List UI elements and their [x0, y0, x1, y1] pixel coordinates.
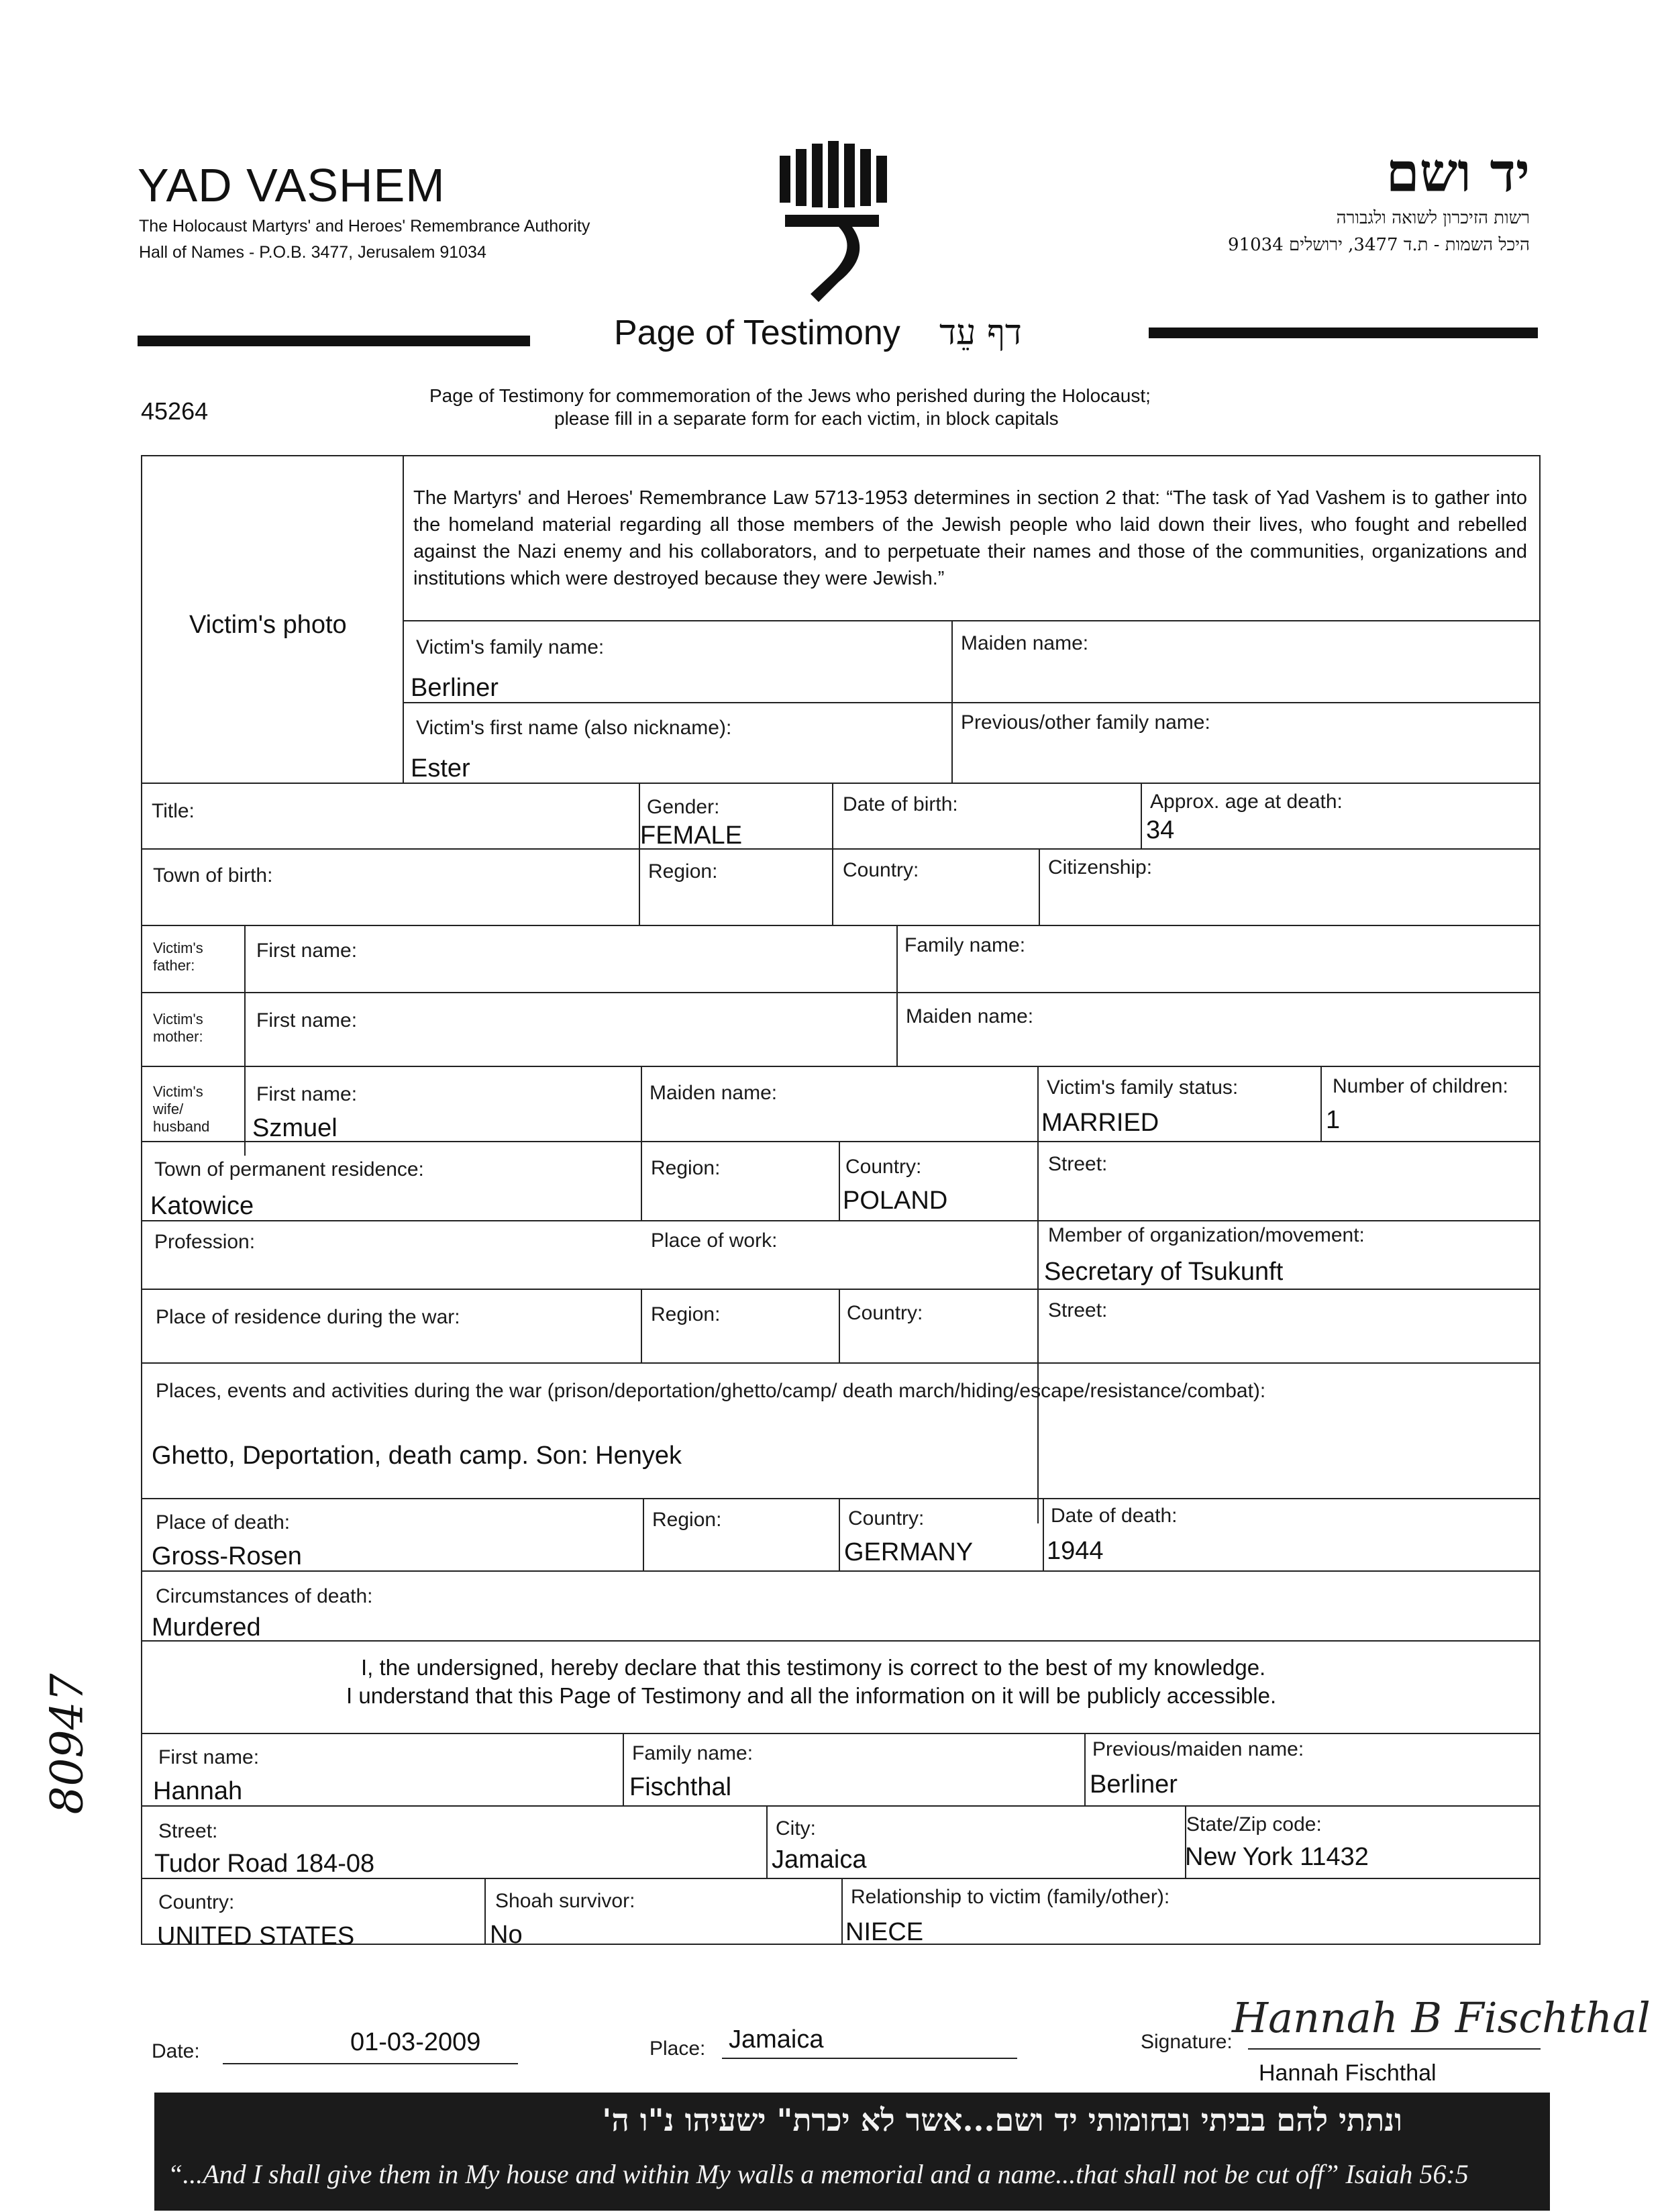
instructions-line-1: Page of Testimony for commemoration of the Jews who perished during the Holocaust; — [429, 385, 1151, 406]
father-family-name-label: Family name: — [904, 934, 1026, 956]
declaration-line-2: I understand that this Page of Testimony and all the information on it will be publicly accessible. — [346, 1683, 1277, 1708]
submitter-family-name-value: Fischthal — [629, 1773, 732, 1801]
residence-country-label: Country: — [845, 1156, 922, 1178]
date-of-death-value: 1944 — [1047, 1537, 1104, 1565]
spouse-maiden-name-label: Maiden name: — [649, 1082, 778, 1104]
banner-hebrew: ונתתי להם בביתי ובחומותי יד ושם...אשר לא יכרת" ישעיהו נ"ו ה' — [602, 2102, 1402, 2138]
residence-region-label: Region: — [651, 1157, 721, 1179]
declaration-line-1: I, the undersigned, hereby declare that this testimony is correct to the best of my knowledge. — [361, 1655, 1266, 1680]
victim-photo-placeholder: Victim's photo — [189, 611, 347, 639]
instructions-line-2: please fill in a separate form for each victim, in block capitals — [554, 408, 1059, 429]
org-address: Hall of Names - P.O.B. 3477, Jerusalem 91034 — [139, 243, 486, 262]
organization-value: Secretary of Tsukunft — [1044, 1258, 1284, 1286]
submitter-country-label: Country: — [158, 1891, 235, 1913]
relationship-label: Relationship to victim (family/other): — [851, 1886, 1170, 1908]
submitter-state-value: New York 11432 — [1185, 1843, 1369, 1871]
citizenship-label: Citizenship: — [1048, 856, 1153, 878]
date-value: 01-03-2009 — [350, 2028, 481, 2056]
heb-org-subtitle: רשות הזיכרון לשואה ולגבורה — [1336, 208, 1530, 228]
record-number: 45264 — [141, 397, 209, 425]
mother-maiden-name-label: Maiden name: — [906, 1005, 1034, 1027]
submitter-street-label: Street: — [158, 1820, 218, 1842]
father-first-name-label: First name: — [256, 940, 358, 962]
gender-label: Gender: — [647, 796, 720, 818]
submitter-first-name-label: First name: — [158, 1746, 260, 1768]
place-of-death-value: Gross-Rosen — [152, 1542, 302, 1570]
birth-region-label: Region: — [648, 860, 718, 883]
submitter-country-value: UNITED STATES — [157, 1922, 355, 1950]
spouse-first-name-value: Szmuel — [252, 1114, 337, 1142]
org-name: YAD VASHEM — [138, 159, 446, 211]
place-of-death-label: Place of death: — [156, 1511, 291, 1534]
previous-family-name-label: Previous/other family name: — [961, 711, 1210, 734]
mother-first-name-label: First name: — [256, 1009, 358, 1032]
victim-first-name-value: Ester — [411, 754, 470, 783]
profession-label: Profession: — [154, 1231, 256, 1253]
isaiah-banner — [154, 2093, 1550, 2211]
war-events-value: Ghetto, Deportation, death camp. Son: Henyek — [152, 1442, 682, 1470]
residence-street-label: Street: — [1048, 1153, 1108, 1175]
submitter-first-name-value: Hannah — [153, 1777, 243, 1805]
banner-english: “...And I shall give them in My house and within My walls a memorial and a name...that shall not be cut off” Isaiah 56:5 — [168, 2159, 1469, 2189]
form-frame — [141, 455, 1541, 1945]
org-subtitle: The Holocaust Martyrs' and Heroes' Remembrance Authority — [139, 217, 590, 236]
residence-town-label: Town of permanent residence: — [154, 1158, 424, 1180]
gender-value: FEMALE — [640, 821, 743, 850]
residence-country-value: POLAND — [843, 1187, 948, 1215]
handwritten-file-number: 80947 — [41, 1673, 93, 1815]
war-residence-label: Place of residence during the war: — [156, 1306, 460, 1328]
heb-org-name: יד ושם — [1386, 141, 1530, 204]
submitter-state-label: State/Zip code: — [1186, 1813, 1322, 1836]
shoah-survivor-value: No — [490, 1921, 523, 1949]
war-street-label: Street: — [1048, 1299, 1108, 1321]
death-country-label: Country: — [848, 1507, 925, 1529]
title-label: Title: — [152, 800, 195, 822]
death-region-label: Region: — [652, 1509, 722, 1531]
shoah-survivor-label: Shoah survivor: — [495, 1890, 635, 1912]
yad-vashem-logo-icon — [772, 141, 892, 309]
submitter-city-value: Jamaica — [772, 1846, 867, 1874]
submitter-prev-name-value: Berliner — [1090, 1770, 1178, 1799]
place-of-work-label: Place of work: — [651, 1229, 778, 1252]
form-title: Page of Testimony — [614, 313, 900, 352]
maiden-name-label: Maiden name: — [961, 632, 1089, 654]
organization-label: Member of organization/movement: — [1048, 1224, 1365, 1246]
birth-country-label: Country: — [843, 859, 919, 881]
header-rule-left — [138, 336, 530, 346]
victim-family-name-label: Victim's family name: — [416, 636, 605, 658]
circumstances-value: Murdered — [152, 1613, 261, 1642]
mother-side-label: Victim's mother: — [153, 1011, 203, 1045]
header-rule-right — [1149, 328, 1538, 338]
signature-label: Signature: — [1141, 2031, 1233, 2053]
father-side-label: Victim's father: — [153, 940, 203, 974]
war-country-label: Country: — [847, 1302, 923, 1324]
submitter-city-label: City: — [776, 1817, 816, 1840]
family-status-value: MARRIED — [1041, 1109, 1159, 1137]
victim-family-name-value: Berliner — [411, 674, 499, 702]
submitter-street-value: Tudor Road 184-08 — [154, 1850, 375, 1878]
death-country-value: GERMANY — [844, 1538, 974, 1566]
war-events-label: Places, events and activities during the war (prison/deportation/ghetto/camp/ death march/hiding/escape/resistance/combat): — [156, 1380, 1266, 1402]
age-at-death-label: Approx. age at death: — [1150, 791, 1343, 813]
circumstances-label: Circumstances of death: — [156, 1585, 373, 1607]
law-text: The Martyrs' and Heroes' Remembrance Law 5713-1953 determines in section 2 that: “The task of Yad Vashem is to gather into the homeland material regarding all those members of the Jewish people who laid down their lives, who fought and rebelled against the Nazi enemy and his collaborators, and to perpetuate their names and those of the communities, organizations and institutions which were destroyed because they were Jewish.” — [413, 487, 1527, 589]
signer-printed-name: Hannah Fischthal — [1259, 2060, 1437, 2086]
handwritten-signature: Hannah B Fischthal — [1232, 1993, 1651, 2042]
children-label: Number of children: — [1333, 1075, 1508, 1097]
family-status-label: Victim's family status: — [1047, 1076, 1239, 1099]
submitter-family-name-label: Family name: — [632, 1742, 753, 1764]
residence-town-value: Katowice — [150, 1192, 254, 1220]
date-of-birth-label: Date of birth: — [843, 793, 958, 815]
spouse-first-name-label: First name: — [256, 1083, 358, 1105]
children-value: 1 — [1326, 1106, 1341, 1134]
victim-first-name-label: Victim's first name (also nickname): — [416, 717, 732, 739]
submitter-prev-name-label: Previous/maiden name: — [1092, 1738, 1304, 1760]
date-of-death-label: Date of death: — [1051, 1505, 1178, 1527]
relationship-value: NIECE — [845, 1918, 924, 1946]
place-label: Place: — [649, 2038, 706, 2060]
spouse-side-label: Victim's wife/ husband — [153, 1083, 210, 1135]
place-value: Jamaica — [729, 2025, 824, 2054]
war-region-label: Region: — [651, 1303, 721, 1325]
date-label: Date: — [152, 2040, 200, 2062]
form-title-hebrew: דף עֵד — [939, 313, 1022, 353]
town-of-birth-label: Town of birth: — [153, 864, 273, 887]
heb-org-address: היכל השמות - ת.ד 3477, ירושלים 91034 — [1228, 235, 1530, 255]
age-at-death-value: 34 — [1146, 816, 1175, 844]
